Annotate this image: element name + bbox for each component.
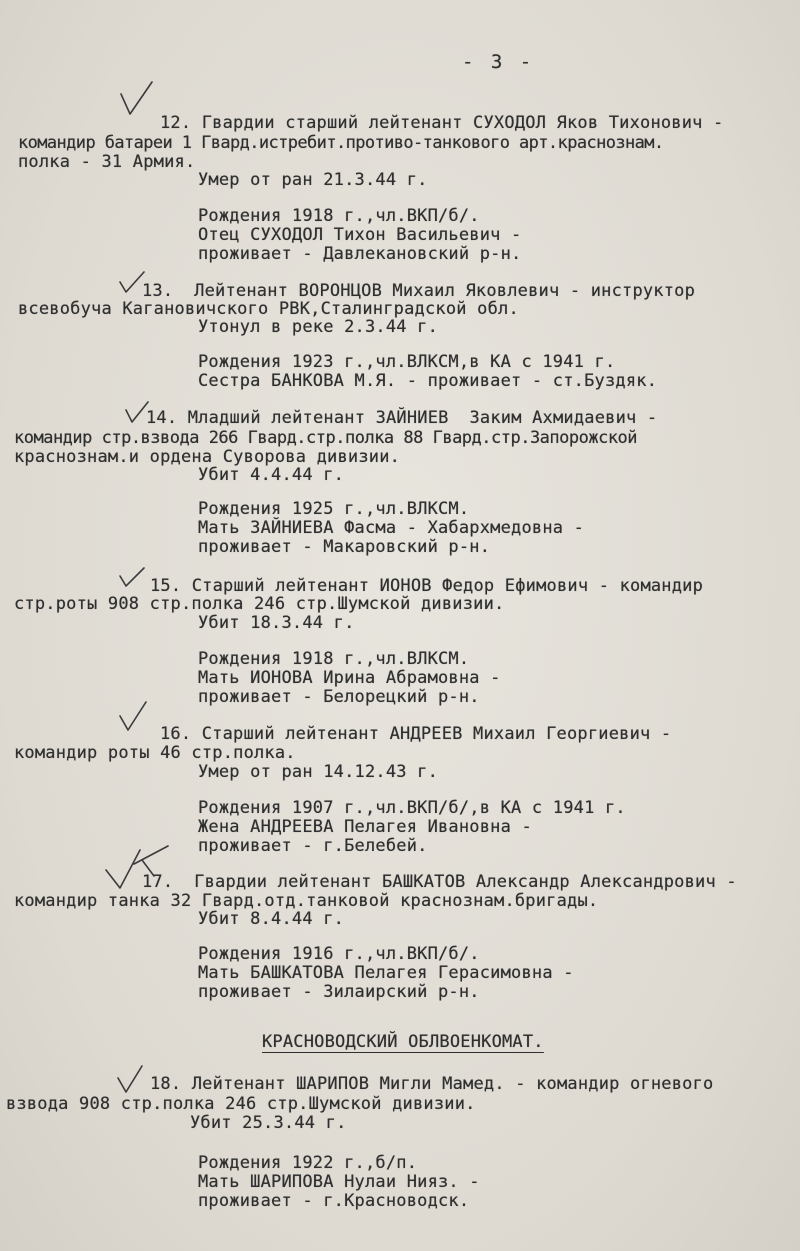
- entry-16-line-3: Умер от ран 14.12.43 г.: [198, 762, 439, 782]
- entry-15-line-6: проживает - Белорецкий р-н.: [198, 687, 480, 707]
- checkmark-icon: [116, 1064, 146, 1096]
- page-number: - 3 -: [462, 51, 535, 73]
- entry-18-line-2: взвода 908 стр.полка 246 стр.Шумской дивизии.: [6, 1094, 476, 1114]
- checkmark-icon: [118, 566, 148, 590]
- entry-12-line-3: полка - 31 Армия.: [18, 152, 196, 172]
- entry-14-line-1: 14. Младший лейтенант ЗАЙНИЕВ Заким Ахмидаевич -: [146, 408, 658, 428]
- entry-12-line-4: Умер от ран 21.3.44 г.: [198, 170, 428, 190]
- entry-17-line-2: командир танка 32 Гвард.отд.танковой краснознам.бригады.: [14, 891, 599, 911]
- entry-12-line-1: 12. Гвардии старший лейтенант СУХОДОЛ Яков Тихонович -: [160, 113, 724, 133]
- entry-13-line-5: Сестра БАНКОВА М.Я. - проживает - ст.Буздяк.: [198, 371, 658, 391]
- entry-14-line-2: командир стр.взвода 266 Гвард.стр.полка 88 Гвард.стр.Запорожской: [14, 428, 638, 448]
- entry-13-line-2: всевобуча Кагановичского РВК,Сталинградской обл.: [18, 299, 519, 319]
- entry-12-line-2: командир батареи 1 Гвард.истребит.противо-танкового арт.краснознам.: [18, 133, 664, 153]
- entry-12-line-5: Рождения 1918 г.,чл.ВКП/б/.: [198, 206, 480, 226]
- entry-18-line-1: 18. Лейтенант ШАРИПОВ Мигли Мамед. - командир огневого: [150, 1074, 714, 1094]
- checkmark-icon: [118, 80, 158, 120]
- entry-13-line-4: Рождения 1923 г.,чл.ВЛКСМ,в КА с 1941 г.: [198, 352, 616, 372]
- entry-15-line-5: Мать ИОНОВА Ирина Абрамовна -: [198, 668, 501, 688]
- entry-16-line-5: Жена АНДРЕЕВА Пелагея Ивановна -: [198, 817, 532, 837]
- entry-15-line-2: стр.роты 908 стр.полка 246 стр.Шумской дивизии.: [14, 594, 505, 614]
- checkmark-icon: [118, 700, 150, 734]
- entry-18-line-4: Рождения 1922 г.,б/п.: [198, 1153, 418, 1173]
- entry-16-line-1: 16. Старший лейтенант АНДРЕЕВ Михаил Георгиевич -: [160, 724, 672, 744]
- entry-12-line-7: проживает - Давлекановский р-н.: [198, 244, 522, 264]
- entry-17-line-5: Мать БАШКАТОВА Пелагея Герасимовна -: [198, 963, 574, 983]
- entry-18-line-3: Убит 25.3.44 г.: [190, 1113, 347, 1133]
- entry-14-line-6: Мать ЗАЙНИЕВА Фасма - Хабархмедовна -: [198, 518, 585, 538]
- entry-16-line-4: Рождения 1907 г.,чл.ВКП/б/,в КА с 1941 г.: [198, 798, 626, 818]
- entry-16-line-6: проживает - г.Белебей.: [198, 836, 428, 856]
- entry-18-line-6: проживает - г.Красноводск.: [198, 1191, 470, 1211]
- entry-14-line-5: Рождения 1925 г.,чл.ВЛКСМ.: [198, 499, 470, 519]
- entry-18-line-5: Мать ШАРИПОВА Нулаи Нияз. -: [198, 1172, 480, 1192]
- entry-17-line-4: Рождения 1916 г.,чл.ВКП/б/.: [198, 944, 480, 964]
- entry-13-line-1: 13. Лейтенант ВОРОНЦОВ Михаил Яковлевич - инструктор: [142, 281, 696, 301]
- entry-17-line-6: проживает - Зилаирский р-н.: [198, 982, 480, 1002]
- entry-16-line-2: командир роты 46 стр.полка.: [14, 743, 296, 763]
- section-heading: КРАСНОВОДСКИЙ ОБЛВОЕНКОМАТ.: [262, 1032, 544, 1052]
- entry-17-line-1: 17. Гвардии лейтенант БАШКАТОВ Александр Александрович -: [142, 872, 737, 892]
- entry-13-line-3: Утонул в реке 2.3.44 г.: [198, 317, 439, 337]
- entry-15-line-3: Убит 18.3.44 г.: [198, 613, 355, 633]
- entry-12-line-6: Отец СУХОДОЛ Тихон Васильевич -: [198, 225, 522, 245]
- entry-15-line-1: 15. Старший лейтенант ИОНОВ Федор Ефимович - командир: [150, 576, 704, 596]
- entry-17-line-3: Убит 8.4.44 г.: [198, 909, 345, 929]
- entry-14-line-7: проживает - Макаровский р-н.: [198, 537, 491, 557]
- entry-15-line-4: Рождения 1918 г.,чл.ВЛКСМ.: [198, 649, 470, 669]
- entry-14-line-4: Убит 4.4.44 г.: [198, 465, 345, 485]
- entry-14-line-3: краснознам.и ордена Суворова дивизии.: [14, 447, 401, 467]
